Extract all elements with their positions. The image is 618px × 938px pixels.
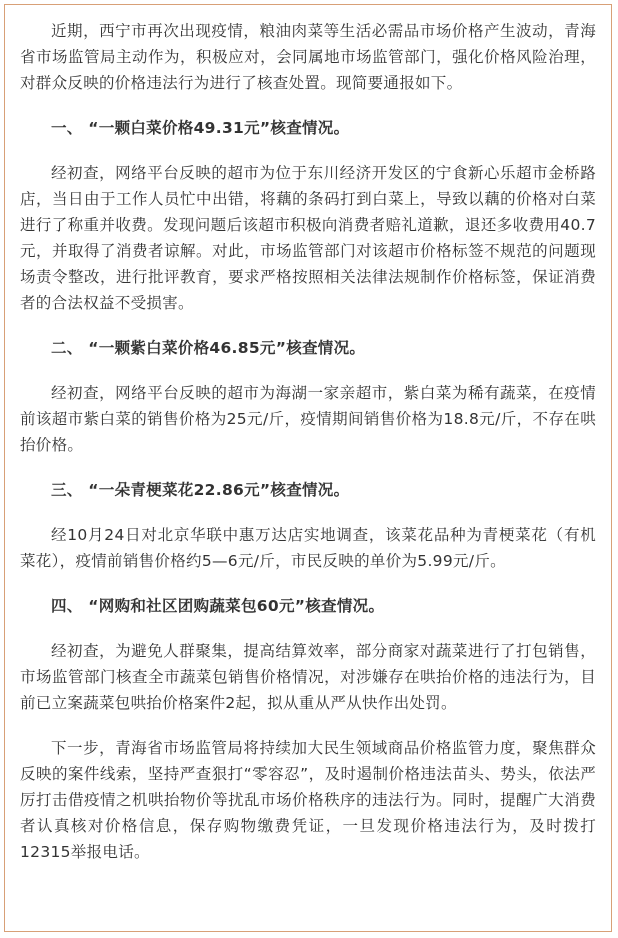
section-body-3: 经10月24日对北京华联中惠万达店实地调查，该菜花品种为青梗菜花（有机菜花），疫情前销售价格约5—6元/斤，市民反映的单价为5.99元/斤。 bbox=[20, 526, 596, 570]
intro-paragraph: 近期，西宁市再次出现疫情，粮油肉菜等生活必需品市场价格产生波动，青海省市场监管局主动作为，积极应对，会同属地市场监管部门，强化价格风险治理，对群众反映的价格违法行为进行了核查处置。现简要通报如下。 bbox=[20, 22, 596, 92]
section-heading-2: 二、 “一颗紫白菜价格46.85元”核查情况。 bbox=[51, 339, 366, 357]
section-heading-3: 三、 “一朵青梗菜花22.86元”核查情况。 bbox=[51, 481, 350, 499]
section-body-2: 经初查，网络平台反映的超市为海湖一家亲超市，紫白菜为稀有蔬菜，在疫情前该超市紫白菜的销售价格为25元/斤，疫情期间销售价格为18.8元/斤，不存在哄抬价格。 bbox=[20, 384, 596, 454]
section-heading-4: 四、 “网购和社区团购蔬菜包60元”核查情况。 bbox=[51, 597, 385, 615]
document-body bbox=[20, 18, 596, 865]
section-heading-1: 一、 “一颗白菜价格49.31元”核查情况。 bbox=[51, 119, 350, 137]
section-body-4: 经初查，为避免人群聚集，提高结算效率，部分商家对蔬菜进行了打包销售，市场监管部门核查全市蔬菜包销售价格情况，对涉嫌存在哄抬价格的违法行为，目前已立案蔬菜包哄抬价格案件2起，拟从重从严从快作出处罚。 bbox=[20, 642, 596, 712]
closing-paragraph: 下一步，青海省市场监管局将持续加大民生领域商品价格监管力度，聚焦群众反映的案件线索，坚持严查狠打“零容忍”，及时遏制价格违法苗头、势头，依法严厉打击借疫情之机哄抬物价等扰乱市场价格秩序的违法行为。同时，提醒广大消费者认真核对价格信息，保存购物缴费凭证，一旦发现价格违法行为，及时拨打12315举报电话。 bbox=[20, 739, 596, 861]
section-body-1: 经初查，网络平台反映的超市为位于东川经济开发区的宁食新心乐超市金桥路店，当日由于工作人员忙中出错，将藕的条码打到白菜上，导致以藕的价格对白菜进行了称重并收费。发现问题后该超市积极向消费者赔礼道歉，退还多收费用40.7元，并取得了消费者谅解。对此，市场监管部门对该超市价格标签不规范的问题现场责令整改，进行批评教育，要求严格按照相关法律法规制作价格标签，保证消费者的合法权益不受损害。 bbox=[20, 164, 596, 312]
